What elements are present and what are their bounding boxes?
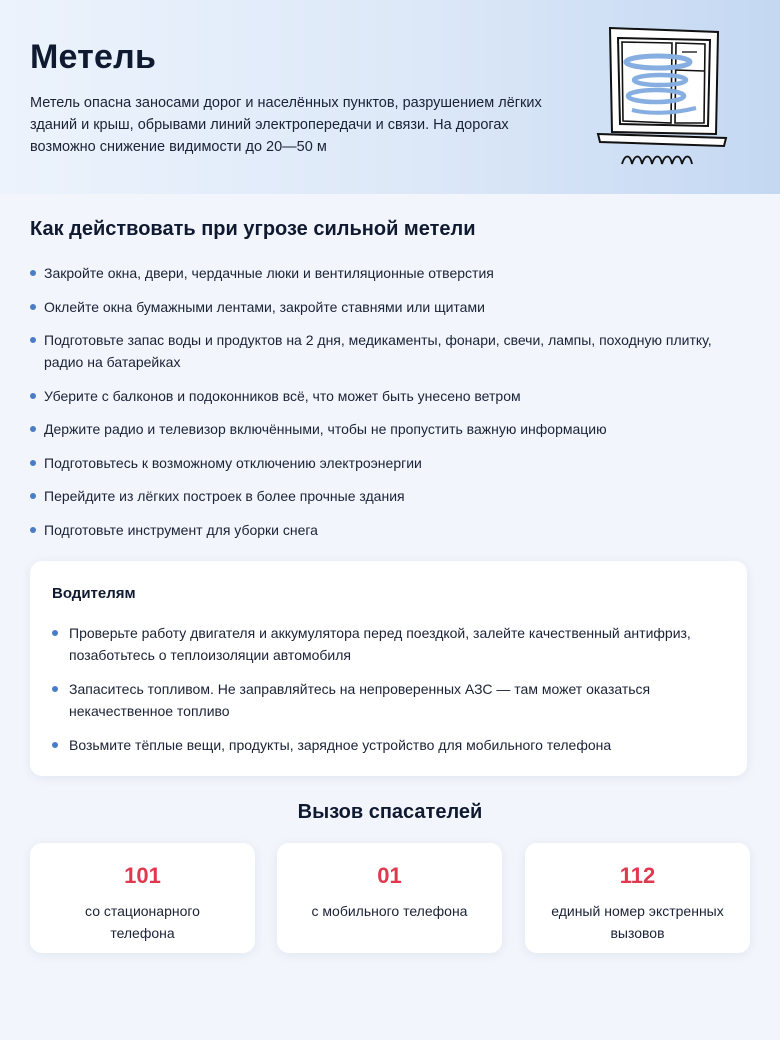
list-item: Закройте окна, двери, чердачные люки и вентиляционные отверстия: [30, 262, 720, 284]
phone-description: со стационарного телефона: [85, 903, 200, 941]
phone-description: единый номер экстренных вызовов: [551, 903, 724, 941]
bullet-dot-icon: [52, 686, 58, 692]
list-item: Оклейте окна бумажными лентами, закройте ставнями или щитами: [30, 296, 720, 318]
phone-number[interactable]: 101: [124, 863, 161, 888]
list-item: Возьмите тёплые вещи, продукты, зарядное устройство для мобильного телефона: [52, 734, 712, 756]
page-title: Метель: [30, 38, 157, 76]
list-item: Запаситесь топливом. Не заправляйтесь на непроверенных АЗС — там может оказаться некачественное топливо: [52, 678, 712, 722]
rescue-title: Вызов спасателей: [297, 801, 483, 823]
bullet-dot-icon: [30, 460, 36, 466]
rescue-card-mobile: [277, 843, 502, 953]
snowstorm-window-icon: [592, 22, 732, 174]
bullet-dot-icon: [30, 426, 36, 432]
actions-list: [30, 262, 720, 552]
bullet-dot-icon: [52, 742, 58, 748]
bullet-dot-icon: [52, 630, 58, 636]
intro-text: Метель опасна заносами дорог и населённых пунктов, разрушением лёгких зданий и крыш, обрывами линий электропередачи и связи. На дорогах возможно снижение видимости до 20—50 м: [30, 95, 542, 155]
bullet-dot-icon: [30, 304, 36, 310]
header-banner: [0, 0, 780, 194]
list-item: Перейдите из лёгких построек в более прочные здания: [30, 485, 720, 507]
list-item: Подготовьте инструмент для уборки снега: [30, 519, 720, 541]
rescue-card-emergency: [525, 843, 750, 953]
phone-number[interactable]: 01: [377, 863, 402, 888]
bullet-dot-icon: [30, 493, 36, 499]
list-item: Держите радио и телевизор включёнными, чтобы не пропустить важную информацию: [30, 418, 720, 440]
drivers-title: Водителям: [52, 585, 136, 602]
bullet-dot-icon: [30, 527, 36, 533]
list-item: Уберите с балконов и подоконников всё, что может быть унесено ветром: [30, 385, 720, 407]
list-item: Подготовьте запас воды и продуктов на 2 дня, медикаменты, фонари, свечи, лампы, походную плитку, радио на батарейках: [30, 329, 720, 373]
bullet-dot-icon: [30, 337, 36, 343]
drivers-list: [52, 622, 712, 768]
phone-description: с мобильного телефона: [311, 903, 468, 919]
drivers-card: [30, 561, 747, 776]
phone-number[interactable]: 112: [619, 863, 656, 888]
actions-title: Как действовать при угрозе сильной метели: [30, 218, 476, 240]
bullet-dot-icon: [30, 270, 36, 276]
rescue-card-landline: [30, 843, 255, 953]
list-item: Проверьте работу двигателя и аккумулятора перед поездкой, залейте качественный антифриз, позаботьтесь о теплоизоляции автомобиля: [52, 622, 712, 666]
bullet-dot-icon: [30, 393, 36, 399]
list-item: Подготовьтесь к возможному отключению электроэнергии: [30, 452, 720, 474]
